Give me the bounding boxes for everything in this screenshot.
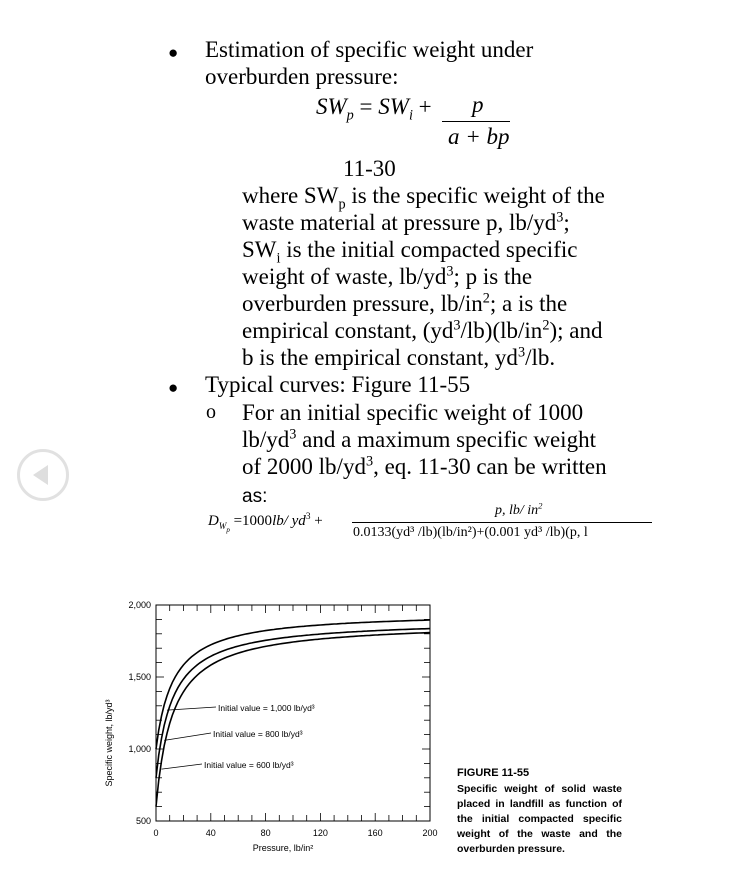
x-tick-label: 160	[367, 828, 383, 838]
x-tick-label: 80	[260, 828, 271, 838]
x-tick-label: 40	[205, 828, 216, 838]
left-arrow-icon	[33, 465, 48, 485]
section1-line2: overburden pressure:	[205, 64, 399, 89]
formula1-numerator: p	[472, 92, 484, 117]
formula1-lhs-sub: p	[346, 107, 354, 124]
formula1-plus: +	[418, 94, 432, 119]
where-line5: overburden pressure, $lb/in^2$; a is the	[242, 290, 568, 316]
where-line6: empirical constant, $(yd^3/lb)(lb/in^2)$; and	[242, 317, 603, 343]
where-line7: b is the empirical constant, $yd^3/lb$.	[242, 344, 556, 370]
section1-line1: Estimation of specific weight under	[205, 37, 534, 62]
curve-label: Initial value = 800 lb/yd³	[213, 729, 303, 739]
formula2-fraction-bar	[352, 522, 652, 523]
curve-label: Initial value = 1,000 lb/yd³	[218, 703, 315, 713]
bullet-1: ●	[168, 43, 179, 62]
x-axis-label: Pressure, lb/in²	[252, 843, 314, 853]
where-line3: $SW_i$ is the initial compacted specific	[242, 237, 578, 267]
formula1-rhs-sub: i	[408, 107, 413, 124]
x-tick-label: 0	[153, 828, 159, 838]
where-line4: weight of waste, $lb/yd^3$; p is the	[242, 263, 533, 289]
y-tick-label: 500	[135, 816, 151, 826]
formula1-rhs: SW	[378, 94, 409, 119]
y-tick-label: 1,000	[128, 744, 151, 754]
section2-sub-line2: $lb/yd^3$ and a maximum specific weight	[242, 426, 596, 452]
formula1-fraction-bar	[442, 121, 510, 122]
y-axis-label: Specific weight, lb/yd³	[104, 699, 114, 787]
section2-sub-line1: For an initial specific weight of 1000	[242, 400, 584, 425]
specific-weight-chart	[100, 595, 450, 865]
section2-sub-line3: of 2000 $lb/yd^3$, eq. 11-30 can be written	[242, 453, 607, 479]
formula-11-30	[316, 94, 432, 124]
formula2-numerator: p, lb/ $in^2$	[495, 500, 543, 518]
section2-line1: Typical curves: Figure 11-55	[205, 372, 471, 397]
formula1-lhs: SW	[316, 94, 347, 119]
y-tick-label: 2,000	[128, 600, 151, 610]
x-tick-label: 120	[312, 828, 328, 838]
figure-caption-body: Specific weight of solid waste placed in landfill as function of the initial compacted specific weight of the waste and the overburden pressure.	[457, 783, 622, 855]
prev-slide-button[interactable]	[17, 449, 69, 501]
where-line2: waste material at pressure p, $lb/yd^3$;	[242, 209, 570, 235]
formula2-denominator: 0.0133(yd³ /lb)(lb/in²)+(0.001 yd³ /lb)(p, l	[353, 525, 588, 540]
where-line1: where $SW_p$ is the specific weight of the	[242, 183, 605, 213]
curve-label-leader	[164, 733, 211, 740]
formula1-eq: =	[359, 94, 373, 119]
curve-initial-600	[156, 633, 430, 807]
section2-sub-line4: as:	[242, 486, 268, 507]
figure-caption-title: FIGURE 11-55	[457, 767, 530, 779]
curve-label: Initial value = 600 lb/yd³	[204, 760, 294, 770]
bullet-2: ●	[168, 378, 179, 397]
x-tick-label: 200	[422, 828, 438, 838]
equation-number: 11-30	[343, 156, 396, 181]
formula1-denominator: a + bp	[448, 124, 510, 149]
formula-dw: $D_{W_p} =1000lb/$ $yd^3$ +	[208, 512, 323, 534]
curve-label-leader	[161, 764, 202, 769]
y-tick-label: 1,500	[128, 672, 151, 682]
sub-bullet: o	[206, 401, 216, 423]
